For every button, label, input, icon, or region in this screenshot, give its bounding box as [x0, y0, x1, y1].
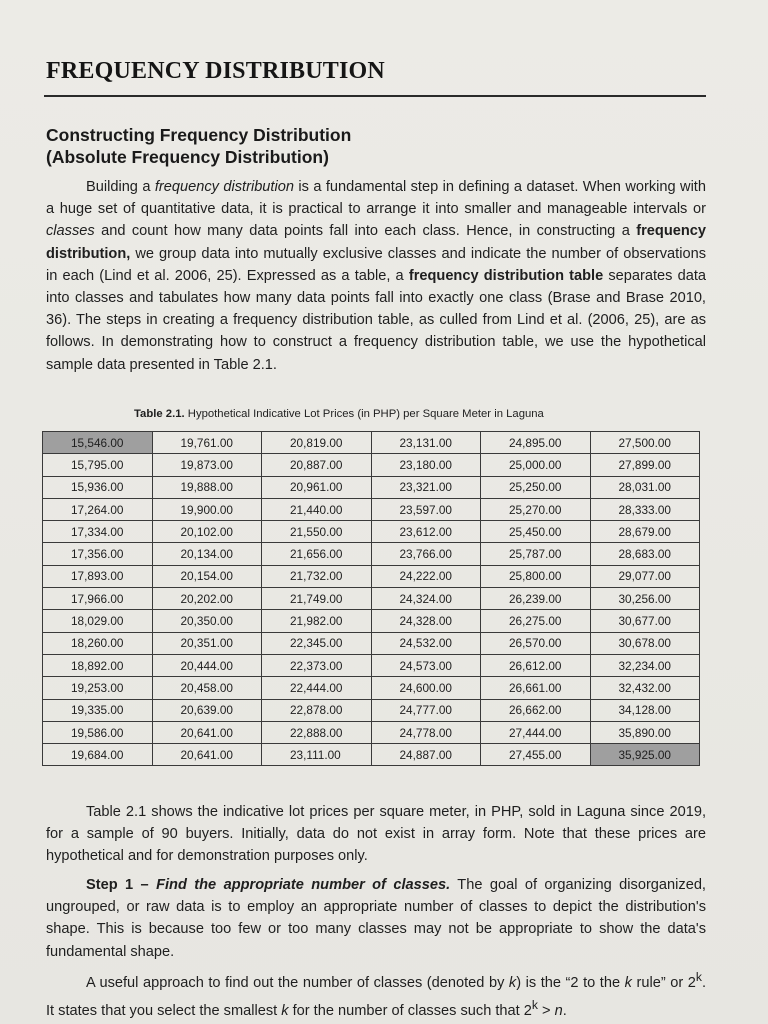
table-cell: 15,546.00 — [43, 432, 153, 454]
term-classes: classes — [46, 223, 95, 240]
table-cell: 17,356.00 — [43, 543, 153, 565]
table-cell: 24,532.00 — [371, 632, 481, 654]
intro-paragraph: Building a frequency distribution is a fundamental step in defining a dataset. When working with a huge set of quantitative data, it is practical to arrange it into smaller and manageable intervals or classes and count how many data points fall into each class. Hence, in constructing a frequency distribution, we group data into mutually exclusive classes and indicate the number of observations in each (Lind et al. 2006, 25). Expressed as a table, a frequency distribution table separates data into classes and tabulates how many data points fall into exactly one class (Brase and Brase 2010, 36). The steps in creating a frequency distribution table, as culled from Lind et al. (2006, 25), are as follows. In demonstrating how to construct a frequency distribution table, we use the hypothetical sample data presented in Table 2.1. — [46, 179, 706, 373]
table-cell: 25,450.00 — [481, 521, 591, 543]
two-to-the-k-rule-paragraph: A useful approach to find out the number of classes (denoted by k) is the “2 to the k rule” or 2$^k$. It states that you select the smallest k for the number of classes such that $2^k > n$. — [46, 970, 707, 1019]
table-cell: 17,264.00 — [43, 498, 153, 520]
table-row — [43, 432, 700, 454]
table-cell: 19,335.00 — [43, 699, 153, 721]
table-cell: 20,444.00 — [152, 654, 262, 676]
table-cell: 24,895.00 — [481, 432, 591, 454]
table-cell: 23,597.00 — [371, 498, 481, 520]
table-cell: 20,641.00 — [152, 721, 262, 743]
table-cell: 22,888.00 — [262, 721, 372, 743]
table-cell: 27,444.00 — [481, 721, 591, 743]
table-cell: 20,102.00 — [152, 521, 262, 543]
table-cell: 25,000.00 — [481, 454, 591, 476]
table-cell: 26,570.00 — [481, 632, 591, 654]
table-cell: 24,778.00 — [371, 721, 481, 743]
table-cell: 19,888.00 — [152, 476, 262, 498]
term-frequency-distribution-bold: frequency distribution, — [46, 223, 706, 262]
table-cell: 19,873.00 — [152, 454, 262, 476]
table-cell: 23,131.00 — [371, 432, 481, 454]
table-row — [43, 654, 700, 676]
table-cell: 34,128.00 — [590, 699, 700, 721]
table-cell: 28,683.00 — [590, 543, 700, 565]
section-title — [46, 124, 351, 168]
table-description-paragraph: Table 2.1 shows the indicative lot prices per square meter, in PHP, sold in Laguna since 2019, for a sample of 90 buyers. Initially, data do not exist in array form. Note that these prices are hypothetical and for demonstration purposes only. — [46, 804, 706, 865]
table-row — [43, 588, 700, 610]
table-cell: 23,321.00 — [371, 476, 481, 498]
table-cell: 23,180.00 — [371, 454, 481, 476]
table-cell: 21,749.00 — [262, 588, 372, 610]
table-caption-label: Table 2.1. — [134, 408, 185, 420]
table-row — [43, 721, 700, 743]
table-cell: 30,678.00 — [590, 632, 700, 654]
table-cell: 18,260.00 — [43, 632, 153, 654]
table-cell: 22,444.00 — [262, 677, 372, 699]
table-row — [43, 543, 700, 565]
table-cell: 23,766.00 — [371, 543, 481, 565]
table-cell: 17,334.00 — [43, 521, 153, 543]
table-row — [43, 632, 700, 654]
table-cell: 21,982.00 — [262, 610, 372, 632]
table-cell: 20,639.00 — [152, 699, 262, 721]
table-cell: 32,234.00 — [590, 654, 700, 676]
table-row — [43, 454, 700, 476]
table-cell: 20,154.00 — [152, 565, 262, 587]
table-cell: 26,275.00 — [481, 610, 591, 632]
table-cell: 21,732.00 — [262, 565, 372, 587]
table-cell: 20,641.00 — [152, 744, 262, 766]
table-cell: 25,250.00 — [481, 476, 591, 498]
table-cell: 28,031.00 — [590, 476, 700, 498]
table-row — [43, 521, 700, 543]
table-cell: 35,890.00 — [590, 721, 700, 743]
table-cell: 22,878.00 — [262, 699, 372, 721]
table-cell: 25,800.00 — [481, 565, 591, 587]
lot-prices-table — [42, 431, 700, 766]
table-cell: 25,270.00 — [481, 498, 591, 520]
table-cell: 19,253.00 — [43, 677, 153, 699]
table-cell: 24,777.00 — [371, 699, 481, 721]
table-cell: 21,656.00 — [262, 543, 372, 565]
table-cell: 24,573.00 — [371, 654, 481, 676]
table-cell: 15,936.00 — [43, 476, 153, 498]
table-cell: 20,134.00 — [152, 543, 262, 565]
table-cell: 19,761.00 — [152, 432, 262, 454]
table-cell: 17,893.00 — [43, 565, 153, 587]
table-row — [43, 498, 700, 520]
table-cell: 27,899.00 — [590, 454, 700, 476]
table-cell: 26,662.00 — [481, 699, 591, 721]
step-1-label: Step 1 – — [86, 877, 157, 893]
table-row — [43, 744, 700, 766]
table-row — [43, 699, 700, 721]
step-1-title: Find the appropriate number of classes. — [156, 877, 451, 893]
table-row — [43, 565, 700, 587]
table-cell: 20,961.00 — [262, 476, 372, 498]
table-cell: 35,925.00 — [590, 744, 700, 766]
table-cell: 24,600.00 — [371, 677, 481, 699]
term-frequency-distribution-table: frequency distribution table — [408, 267, 604, 284]
table-cell: 21,550.00 — [262, 521, 372, 543]
table-cell: 28,679.00 — [590, 521, 700, 543]
title-rule — [44, 95, 706, 97]
term-frequency-distribution: frequency distribution — [154, 179, 294, 195]
table-cell: 18,029.00 — [43, 610, 153, 632]
table-cell: 22,345.00 — [262, 632, 372, 654]
table-cell: 15,795.00 — [43, 454, 153, 476]
table-cell: 20,887.00 — [262, 454, 372, 476]
table-cell: 24,324.00 — [371, 588, 481, 610]
table-cell: 26,612.00 — [481, 654, 591, 676]
section-title-line-2: (Absolute Frequency Distribution) — [46, 147, 329, 167]
table-row — [43, 476, 700, 498]
table-cell: 28,333.00 — [590, 498, 700, 520]
table-cell: 19,684.00 — [43, 744, 153, 766]
table-cell: 19,900.00 — [152, 498, 262, 520]
section-title-line-1: Constructing Frequency Distribution — [46, 125, 352, 145]
table-cell: 26,239.00 — [481, 588, 591, 610]
table-cell: 19,586.00 — [43, 721, 153, 743]
table-cell: 24,328.00 — [371, 610, 481, 632]
table-cell: 24,887.00 — [371, 744, 481, 766]
table-cell: 20,350.00 — [152, 610, 262, 632]
table-cell: 17,966.00 — [43, 588, 153, 610]
table-row — [43, 610, 700, 632]
table-cell: 30,256.00 — [590, 588, 700, 610]
table-cell: 23,111.00 — [262, 744, 372, 766]
table-cell: 27,455.00 — [481, 744, 591, 766]
chapter-title: FREQUENCY DISTRIBUTION — [46, 58, 385, 84]
table-caption-text: Hypothetical Indicative Lot Prices (in PHP) per Square Meter in Laguna — [184, 408, 544, 420]
table-cell: 26,661.00 — [481, 677, 591, 699]
table-cell: 29,077.00 — [590, 565, 700, 587]
table-cell: 25,787.00 — [481, 543, 591, 565]
table-cell: 20,819.00 — [262, 432, 372, 454]
table-row — [43, 677, 700, 699]
table-cell: 23,612.00 — [371, 521, 481, 543]
table-cell: 21,440.00 — [262, 498, 372, 520]
table-cell: 20,351.00 — [152, 632, 262, 654]
table-cell: 24,222.00 — [371, 565, 481, 587]
table-cell: 30,677.00 — [590, 610, 700, 632]
step-1-paragraph: Step 1 – Find the appropriate number of classes. The goal of organizing disorganized, ungrouped, or raw data is to employ an appropriate number of classes to depict the distribution's shape. This is because too few or too many classes may not be appropriate to show the data's fundamental shape. — [46, 877, 706, 960]
table-cell: 20,458.00 — [152, 677, 262, 699]
table-cell: 32,432.00 — [590, 677, 700, 699]
table-cell: 18,892.00 — [43, 654, 153, 676]
table-cell: 27,500.00 — [590, 432, 700, 454]
table-cell: 20,202.00 — [152, 588, 262, 610]
table-cell: 22,373.00 — [262, 654, 372, 676]
table-caption — [134, 408, 544, 420]
